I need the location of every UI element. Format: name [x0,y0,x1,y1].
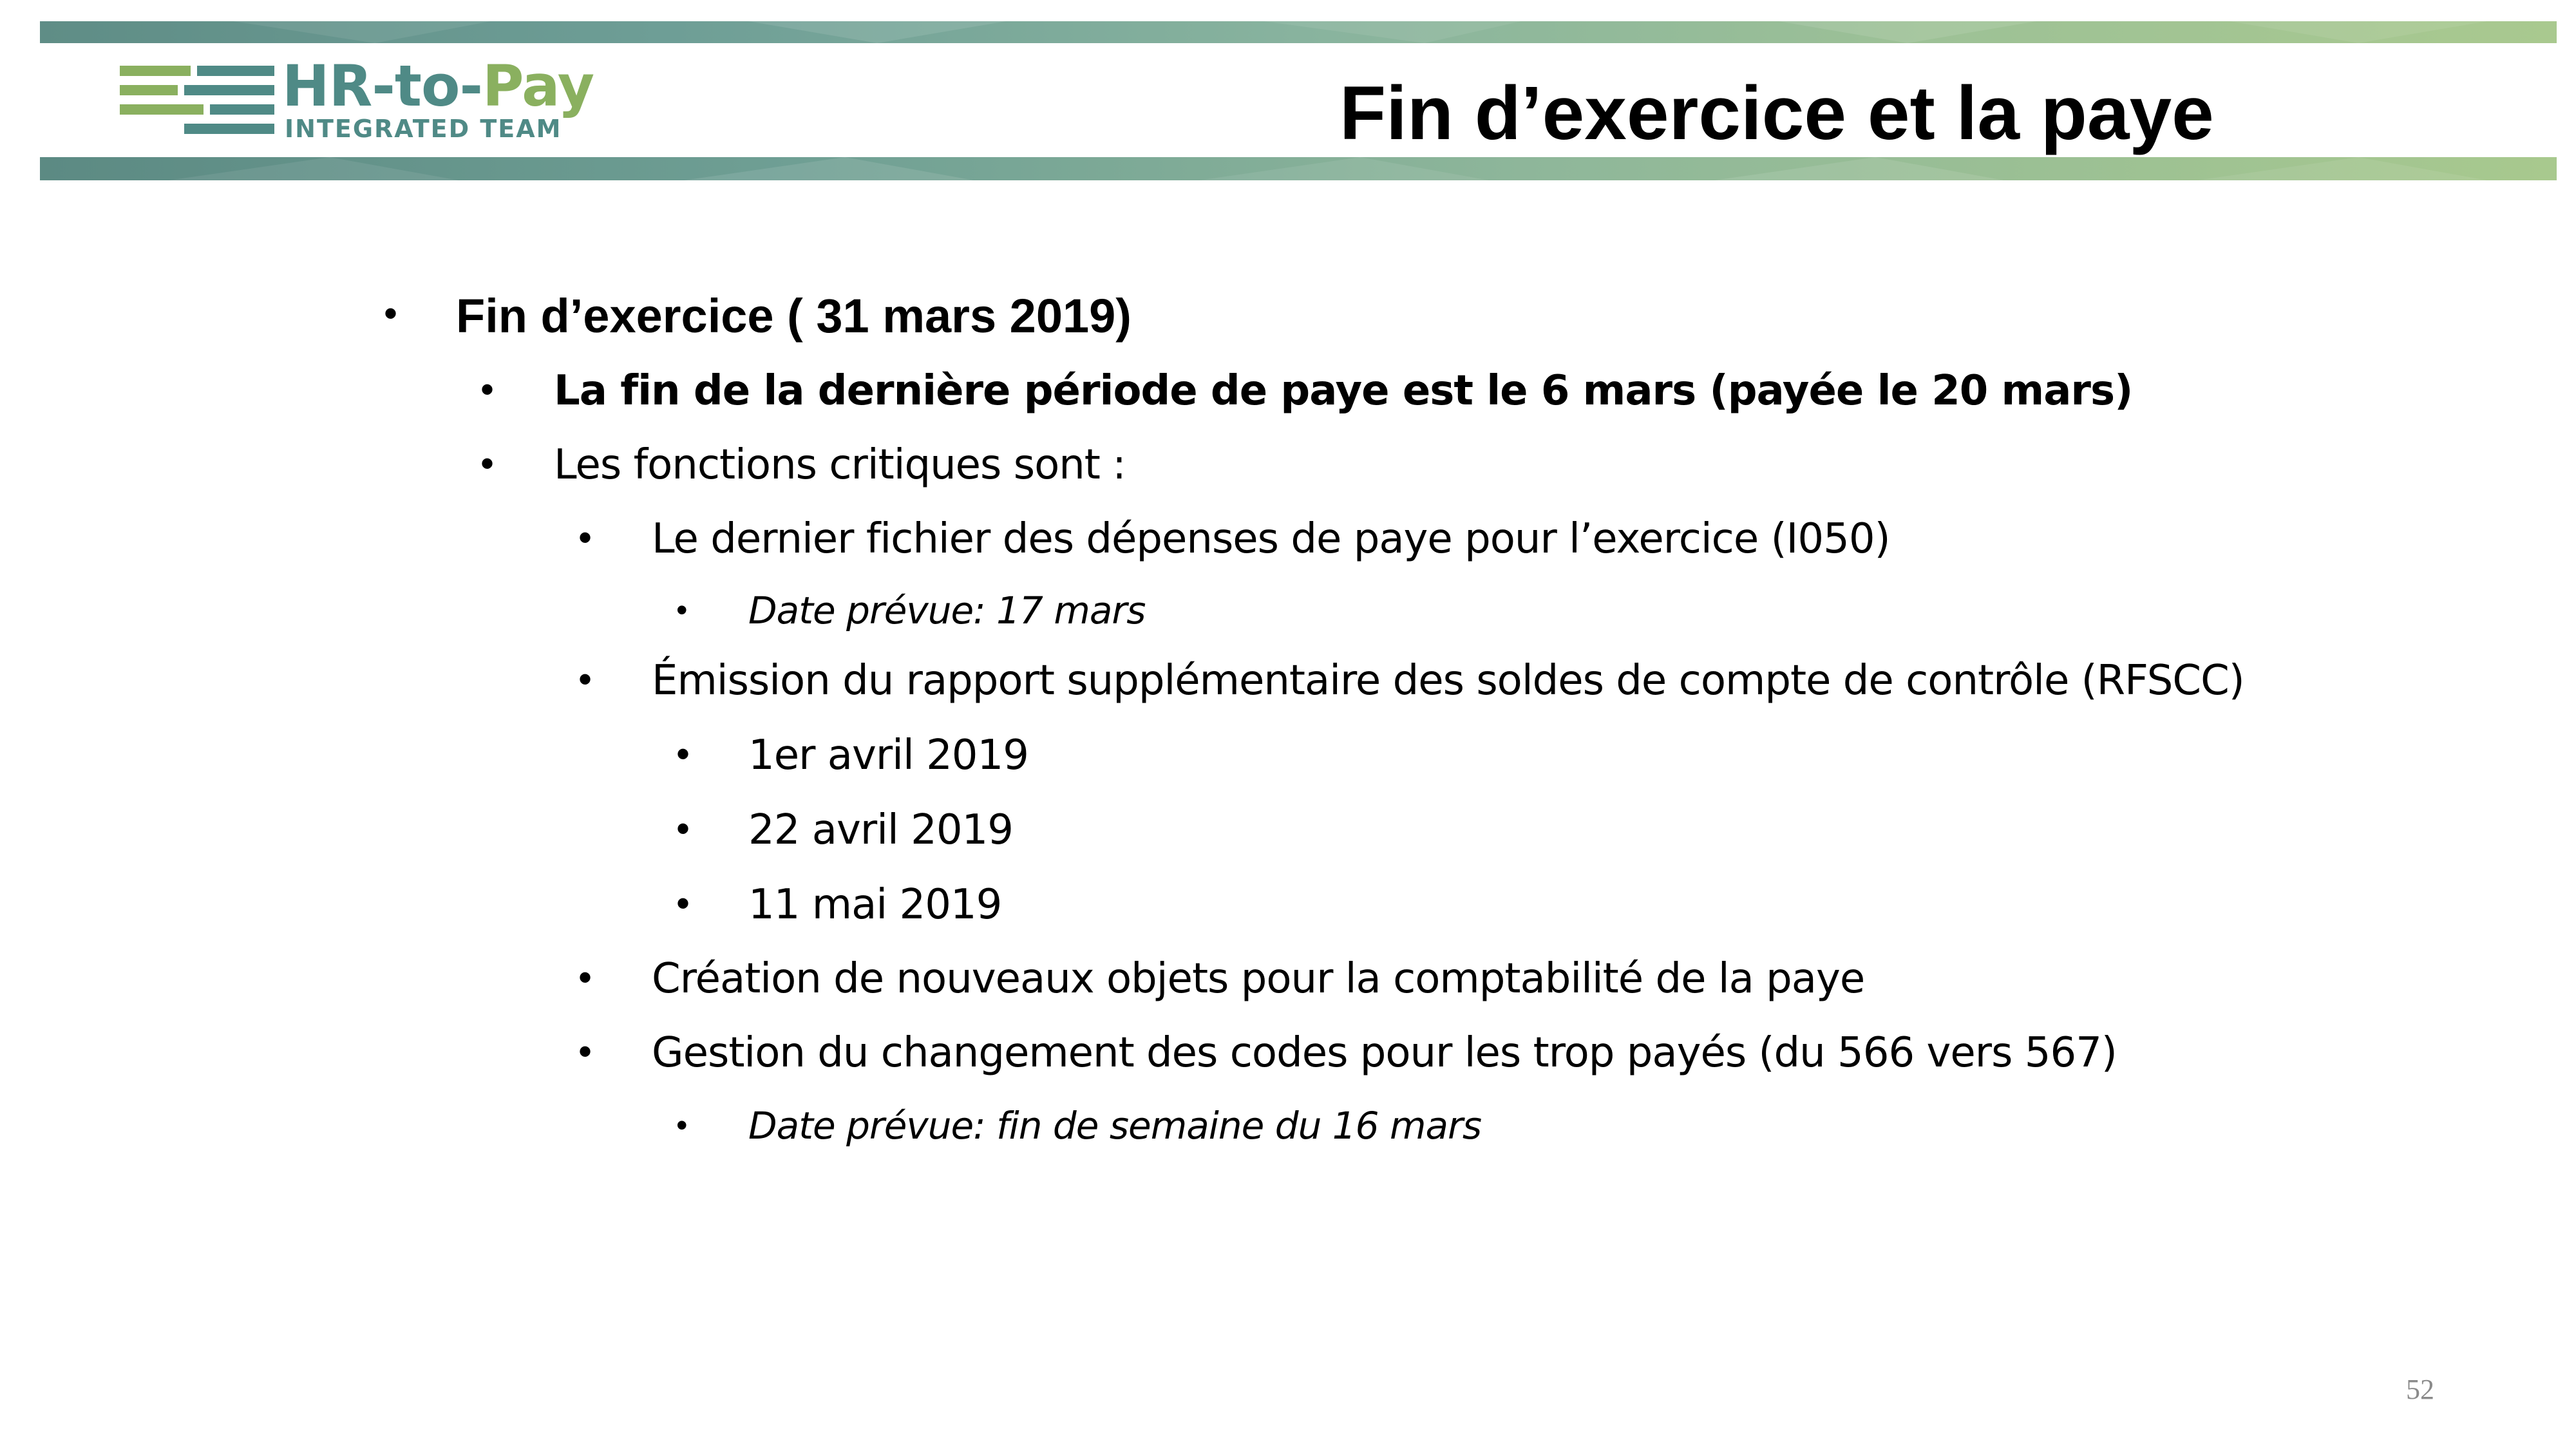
bullet-icon: • [676,592,688,628]
list-item-text: La fin de la dernière période de paye est le 6 mars (payée le 20 mars) [554,367,2133,415]
list-item-text: Émission du rapport supplémentaire des soldes de compte de contrôle (RFSCC) [652,657,2244,705]
list-item-text: Le dernier fichier des dépenses de paye pour l’exercice (I050) [652,515,1890,563]
bullet-icon: • [480,442,495,485]
list-item-text: Date prévue: 17 mars [748,589,1146,632]
list-item-text: 11 mai 2019 [748,881,1002,929]
bullet-icon: • [480,368,495,411]
list-item-text: Gestion du changement des codes pour les trop payés (du 566 vers 567) [652,1029,2117,1077]
bullet-icon: • [578,1030,592,1073]
logo-wordmark-hr: HR-to- [282,53,482,119]
bullet-icon: • [676,882,690,925]
bullet-icon: • [384,292,398,335]
list-item-text: Création de nouveaux objets pour la comptabilité de la paye [652,955,1865,1003]
bullet-icon: • [676,732,690,775]
list-item-text: Les fonctions critiques sont : [554,441,1126,489]
bullet-icon: • [578,516,592,559]
slide-title: Fin d’exercice et la paye [1340,71,2214,156]
page-number: 52 [2406,1374,2434,1405]
list-item-text: 22 avril 2019 [748,806,1013,854]
bullet-icon: • [676,807,690,850]
list-item-text: 1er avril 2019 [748,732,1028,779]
bullet-icon: • [578,956,592,999]
bullet-icon: • [676,1107,688,1143]
list-item-text: Date prévue: fin de semaine du 16 mars [748,1104,1482,1148]
logo-subtitle: INTEGRATED TEAM [285,115,562,143]
logo-wordmark-pay: Pay [482,53,594,119]
bullet-icon: • [578,658,592,701]
list-item-text: Fin d’exercice ( 31 mars 2019) [456,289,1132,343]
